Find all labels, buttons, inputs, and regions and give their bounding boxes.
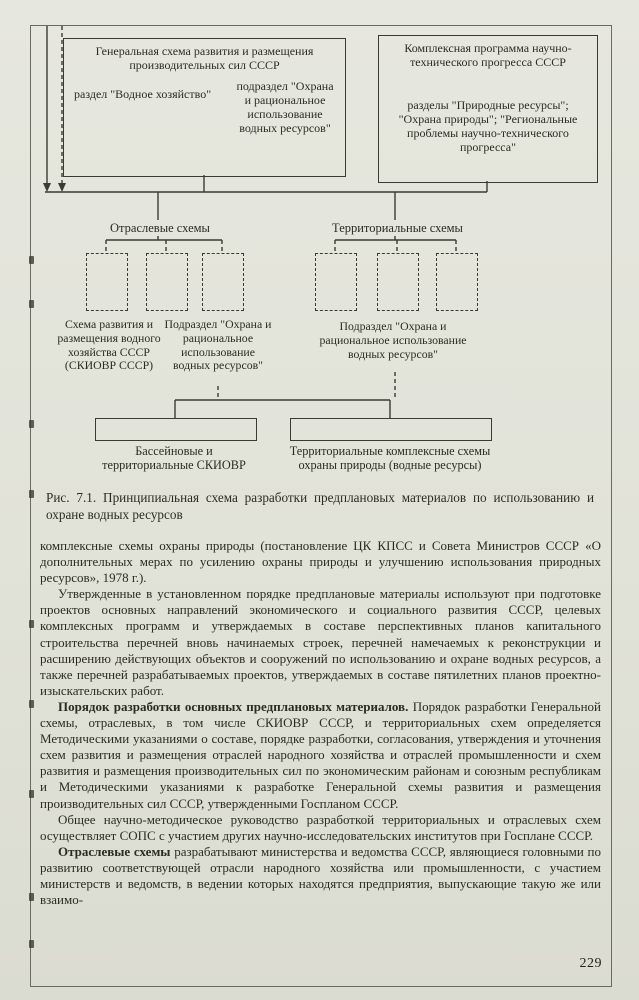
scheme-box bbox=[377, 253, 419, 311]
paragraph-text: комплексные схемы охраны природы (постановление ЦК КПСС и Совета Министров СССР «О дополнительных мерах по усилению охраны природы и улучшению использования природных ресурсов», 1978 г.). bbox=[40, 538, 601, 586]
territorial-complex-label: Территориальные комплексные схемы охраны природы (водные ресурсы) bbox=[289, 444, 491, 473]
territorial-complex-box bbox=[290, 418, 492, 441]
caption-subsection-left: Подраздел "Охрана и рациональное использование водных ресурсов" bbox=[164, 317, 272, 373]
general-scheme-title: Генеральная схема развития и размещения производительных сил СССР bbox=[95, 44, 314, 73]
paragraph-text: Общее научно-методическое руководство разработкой территориальных и отраслевых схем осуществляет СОПС с участием других научно-исследовательских институтов при Госплане СССР. bbox=[40, 811, 601, 843]
general-scheme-section: раздел "Водное хозяйство" bbox=[74, 87, 212, 101]
branch-label-sectoral: Отраслевые схемы bbox=[110, 221, 210, 235]
paragraph bbox=[40, 699, 601, 812]
figure-caption: Рис. 7.1. Принципиальная схема разработки предплановых материалов по использованию и охране водных ресурсов bbox=[46, 490, 594, 522]
complex-program-box bbox=[378, 35, 598, 183]
paragraph-lead: Порядок разработки основных предплановых материалов. bbox=[58, 698, 409, 714]
arrow-down-icon bbox=[43, 183, 51, 192]
caption-subsection-right: Подраздел "Охрана и рациональное использование водных ресурсов" bbox=[319, 319, 467, 361]
basin-skiovr-label: Бассейновые и территориальные СКИОВР bbox=[102, 444, 246, 473]
paragraph-text: Порядок разработки Генеральной схемы, отраслевых, в том числе СКИОВР СССР, и территориальных схем определяется Методическими указаниями о составе, порядке разработки, согласования, утверждения и уточнения схем развития и размещения отраслей народного хозяйства и отраслей промышленности и схем развития и размещения производительных сил по экономическим районам и союзным республикам и Методическими указаниями к разработке Генеральной схемы развития и размещения производительных сил СССР, утвержденными Госпланом СССР. bbox=[40, 698, 602, 811]
paragraph-lead: Отраслевые схемы bbox=[58, 843, 171, 859]
caption-skiovr: Схема развития и размещения водного хозяйства СССР (СКИОВР СССР) bbox=[57, 317, 161, 373]
page-number: 229 bbox=[579, 956, 602, 971]
paragraph-text: разрабатывают министерства и ведомства СССР, являющиеся головными по развитию соответствующей отрасли народного хозяйства или промышленности, с участием министерств и ведомств, в ведении которых находятся предприятия, выпускающие такую же или взаимо- bbox=[40, 843, 601, 908]
body-text bbox=[40, 538, 601, 908]
paragraph bbox=[40, 538, 601, 586]
scheme-box bbox=[86, 253, 128, 311]
arrow-down-icon bbox=[58, 183, 66, 192]
general-scheme-subsection: подраздел "Охрана и рациональное использование водных ресурсов" bbox=[236, 79, 334, 136]
general-scheme-box bbox=[63, 38, 346, 177]
paragraph bbox=[40, 586, 601, 699]
complex-program-sections: разделы "Природные ресурсы"; "Охрана природы"; "Региональные проблемы научно-технического прогресса" bbox=[398, 98, 578, 155]
scheme-box bbox=[315, 253, 357, 311]
basin-skiovr-box bbox=[95, 418, 257, 441]
scheme-box bbox=[146, 253, 188, 311]
paragraph bbox=[40, 844, 601, 908]
paragraph bbox=[40, 812, 601, 844]
branch-label-territorial: Территориальные схемы bbox=[332, 221, 463, 235]
paragraph-text: Утвержденные в установленном порядке предплановые материалы используют при подготовке проектов основных направлений экономического и социального развития СССР, целевых комплексных программ и утверждаемых в составе перспективных планов капитального строительства перечней вновь начинаемых строек, перечней намечаемых к реконструкции и расширению действующих объектов и сооружений по использованию и охране водных ресурсов, а также перечней разрабатываемых проектов, утверждаемых в составе пятилетних планов проектно-изыскательских работ. bbox=[40, 586, 601, 698]
complex-program-title: Комплексная программа научно-технического прогресса СССР bbox=[404, 41, 572, 70]
scheme-box bbox=[202, 253, 244, 311]
scheme-box bbox=[436, 253, 478, 311]
